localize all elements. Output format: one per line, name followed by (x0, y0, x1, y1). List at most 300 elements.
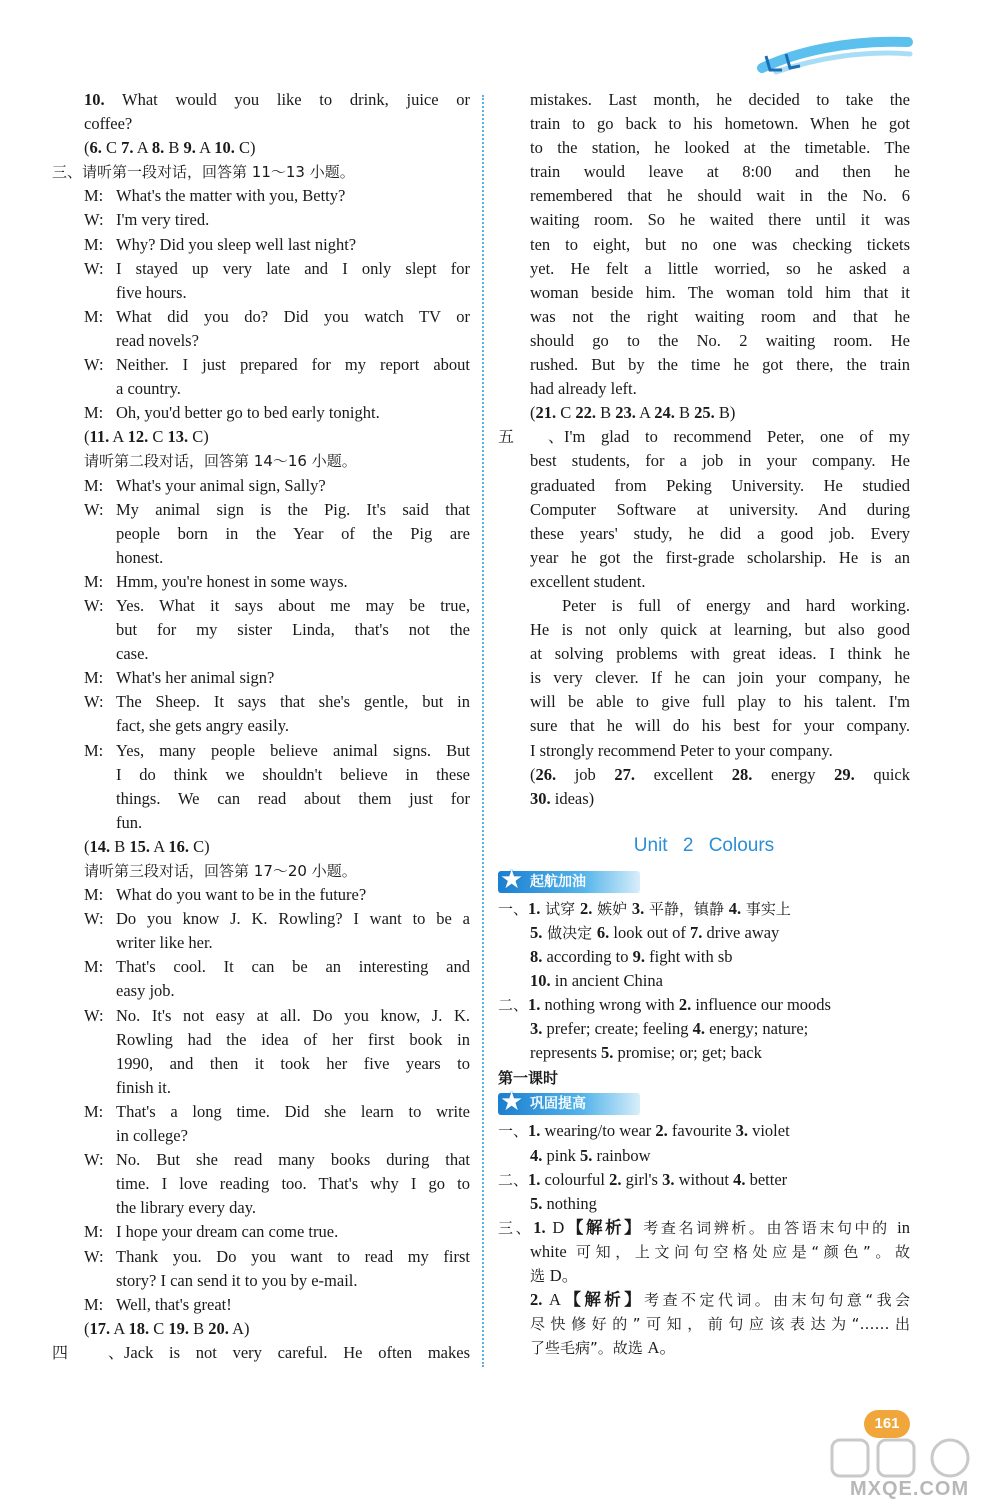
text-line (498, 1017, 910, 1041)
text-segment: pink (542, 1145, 580, 1165)
text-segment: Rowling had the idea of her first book in (116, 1029, 470, 1049)
text-segment: A (133, 138, 152, 158)
item-number: 10. (214, 138, 235, 158)
text-segment: I strongly recommend Peter to your company. (530, 740, 833, 760)
header-decoration-icon (756, 32, 916, 76)
speaker-label: M: (84, 186, 104, 206)
text-line (52, 763, 470, 787)
speaker-label: W: (84, 499, 104, 519)
text-line (52, 955, 470, 979)
text-segment: C (149, 1318, 169, 1338)
text-line (498, 945, 910, 969)
text-segment: violet (747, 1121, 790, 1141)
text-segment: B (596, 403, 616, 423)
text-segment: had already left. (530, 379, 637, 399)
text-line (52, 546, 470, 570)
item-number: 25. (694, 403, 715, 423)
text-segment: Oh, you'd better go to bed early tonight. (116, 403, 380, 423)
text-segment: train to go back to his hometown. When he got (530, 114, 910, 134)
text-line (498, 666, 910, 690)
item-number: 9. (632, 947, 646, 966)
text-segment: No. But she read many books during that (116, 1150, 470, 1170)
item-number: 13. (167, 427, 189, 447)
watermark-logo (822, 1434, 992, 1502)
text-segment: is very clever. If he can join your company, he (530, 668, 910, 688)
text-segment: mistakes. Last month, he decided to take the (530, 90, 910, 109)
text-segment: I do think we shouldn't believe in these (116, 764, 470, 784)
speaker-label: M: (84, 668, 104, 688)
speaker-label: W: (84, 1246, 104, 1266)
text-line (52, 883, 470, 907)
text-line (52, 570, 470, 594)
item-number: 4. (530, 1145, 543, 1165)
item-number: 19. (168, 1318, 189, 1338)
text-segment: the library every day. (116, 1198, 257, 1218)
text-segment: Well, that's great! (116, 1294, 232, 1314)
text-segment: A (542, 1290, 561, 1310)
text-line (498, 88, 910, 112)
banner-label: 巩固提高 (530, 1096, 586, 1113)
speaker-label: W: (84, 692, 104, 712)
text-segment: read novels? (116, 330, 199, 350)
text-segment: prefer; create; feeling (542, 1019, 693, 1039)
text-line (498, 897, 910, 921)
text-line (52, 449, 470, 473)
item-number: 3. (631, 898, 645, 918)
text-segment: C (101, 138, 122, 158)
text-segment: wearing/to wear (540, 1121, 656, 1141)
text-line (498, 1312, 910, 1336)
text-segment: ten to eight, but no one was checking tickets (530, 234, 910, 254)
text-segment: 嫉妒 (592, 899, 632, 918)
text-segment: fun. (116, 812, 143, 832)
banner-label: 起航加油 (530, 873, 586, 890)
text-segment: I stayed up very late and I only slept for (116, 258, 470, 278)
text-segment: at solving problems with great ideas. I think he (530, 644, 910, 664)
text-line (52, 1196, 470, 1220)
text-line (52, 1076, 470, 1100)
text-line (498, 449, 910, 473)
speaker-label: W: (84, 909, 104, 929)
item-number: 2. (609, 1169, 622, 1189)
text-line (498, 1192, 910, 1216)
text-segment: That's a long time. Did she learn to write (116, 1101, 470, 1121)
item-number: 23. (615, 403, 636, 423)
text-segment: represents (530, 1043, 602, 1063)
speaker-label: M: (84, 1101, 104, 1121)
text-segment: waiting room. So he waited there until it was (530, 210, 910, 230)
text-line (52, 811, 470, 835)
speaker-label: M: (84, 957, 104, 977)
text-segment: things. We can read about them just for (116, 788, 470, 808)
text-segment: No. It's not easy at all. Do you know, J. K. (116, 1005, 470, 1025)
text-line (498, 787, 910, 811)
item-number: 5. (579, 1145, 593, 1165)
item-number: 1. (528, 1121, 541, 1141)
text-line (498, 401, 910, 425)
text-segment: My animal sign is the Pig. It's said that (116, 499, 470, 519)
text-line (52, 594, 470, 618)
text-line (498, 1144, 910, 1168)
text-segment: easy job. (116, 981, 175, 1001)
item-number: 24. (654, 403, 675, 423)
text-line (52, 1220, 470, 1244)
text-segment: quick (854, 764, 910, 784)
text-line (52, 618, 470, 642)
text-segment: I'm glad to recommend Peter, one of my (564, 427, 910, 447)
text-line (52, 979, 470, 1003)
item-number: 4. (692, 1019, 705, 1039)
text-segment: What did you do? Did you watch TV or (116, 306, 470, 326)
text-line (498, 690, 910, 714)
right-passage (498, 88, 910, 811)
text-segment: promise; or; get; back (613, 1043, 762, 1063)
item-number: 2. (678, 995, 692, 1015)
text-segment: 请听第二段对话，回答第 14～16 小题。 (84, 452, 357, 471)
item-number: 10. (530, 971, 551, 991)
text-segment: 做决定 (542, 923, 597, 942)
item-number: 30. (530, 788, 551, 808)
text-segment: but for my sister Linda, that's not the (116, 620, 470, 640)
text-line (498, 993, 910, 1017)
item-number: 29. (834, 764, 855, 784)
text-segment: What's your animal sign, Sally? (116, 475, 326, 495)
text-line (52, 1293, 470, 1317)
text-line (498, 1119, 910, 1143)
text-line (52, 666, 470, 690)
text-segment: He is not only quick at learning, but also good (530, 620, 910, 640)
item-number: 【解析】 (564, 1217, 644, 1237)
text-segment: Jack is not very careful. He often makes (124, 1342, 470, 1362)
text-segment: Neither. I just prepared for my report about (116, 355, 470, 375)
text-segment: drive away (702, 922, 780, 942)
text-segment: ( (84, 427, 90, 447)
text-line (52, 474, 470, 498)
item-number: 1. (528, 898, 541, 918)
text-line (52, 1317, 470, 1341)
item-number: 14. (89, 836, 111, 856)
unit-title: Unit 2 Colours (633, 834, 775, 856)
text-line (498, 570, 910, 594)
text-segment: white (530, 1241, 567, 1261)
text-segment: ideas) (550, 788, 595, 808)
text-line (498, 594, 910, 618)
text-line (52, 305, 470, 329)
text-segment: excellent student. (530, 571, 646, 591)
text-segment: The Sheep. It says that she's gentle, but in (116, 692, 470, 712)
text-segment: What would you like to drink, juice or (104, 90, 470, 109)
banner-qihang (498, 864, 640, 895)
item-number: 18. (128, 1318, 150, 1338)
text-line (52, 1341, 470, 1365)
text-segment: C) (189, 836, 210, 856)
star-icon: ★ (500, 1087, 524, 1118)
text-line (52, 1100, 470, 1124)
item-number: 5. (530, 922, 543, 942)
text-segment: A (110, 1318, 129, 1338)
speaker-label: M: (84, 571, 104, 591)
text-line (52, 425, 470, 449)
text-segment: A (195, 138, 215, 158)
text-line (52, 522, 470, 546)
text-line (52, 1004, 470, 1028)
speaker-label: W: (84, 210, 104, 230)
text-segment: colourful (540, 1169, 610, 1189)
text-segment: 了些毛病”。故选 (530, 1339, 648, 1358)
text-line (498, 546, 910, 570)
speaker-label: M: (84, 306, 104, 326)
text-segment: influence our moods (691, 995, 831, 1015)
text-line (498, 618, 910, 642)
text-segment: was not the right waiting room and that he (530, 306, 910, 326)
item-number: 3. (735, 1121, 748, 1141)
text-line (52, 281, 470, 305)
text-segment: Yes, many people believe animal signs. But (116, 740, 470, 760)
text-segment: five hours. (116, 282, 187, 302)
text-line (52, 498, 470, 522)
item-number: 12. (127, 427, 149, 447)
text-segment: 二、 (498, 996, 529, 1015)
text-line (52, 835, 470, 859)
text-segment: A。 (647, 1338, 676, 1358)
text-line (498, 329, 910, 353)
text-segment: graduated from Peking University. He studied (530, 475, 910, 495)
item-number: 8. (151, 138, 165, 158)
watermark-graphic-icon (822, 1434, 992, 1484)
text-line (52, 136, 470, 160)
text-segment: 请听第三段对话，回答第 17～20 小题。 (84, 862, 357, 880)
text-line (498, 714, 910, 738)
text-segment: finish it. (116, 1077, 172, 1097)
text-segment: to the station, he looked at the timetable. The (530, 138, 910, 158)
item-number: 21. (535, 403, 557, 423)
text-segment: energy (752, 764, 835, 784)
text-segment: C) (234, 138, 256, 158)
text-line (52, 1148, 470, 1172)
text-segment: girl's (621, 1169, 663, 1189)
text-segment: nothing (542, 1193, 597, 1213)
text-line (498, 1288, 910, 1312)
text-segment: ( (530, 403, 536, 423)
text-line (498, 1336, 910, 1360)
text-line (498, 281, 910, 305)
item-number: 22. (575, 403, 597, 423)
speaker-label: M: (84, 475, 104, 495)
text-segment: in ancient China (550, 971, 663, 991)
item-number: 27. (614, 764, 636, 784)
text-segment: woman beside him. The woman told him that it (530, 282, 910, 302)
item-number: 8. (530, 947, 543, 966)
text-segment: people born in the Year of the Pig are (116, 523, 470, 543)
text-line (52, 353, 470, 377)
item-number: 5. (601, 1043, 614, 1063)
text-segment: B (674, 403, 695, 423)
text-segment: energy; nature; (704, 1019, 809, 1039)
item-number: 20. (208, 1318, 229, 1338)
text-segment: without (674, 1169, 734, 1189)
text-line (498, 233, 910, 257)
text-segment: Thank you. Do you want to read my first (116, 1246, 470, 1266)
text-line (52, 1124, 470, 1148)
text-line (52, 184, 470, 208)
text-segment: yet. He felt a little worried, so he asked a (530, 258, 910, 278)
text-line (52, 1245, 470, 1269)
text-line (52, 1052, 470, 1076)
star-icon: ★ (500, 864, 524, 895)
text-segment: Do you know J. K. Rowling? I want to be a (116, 909, 470, 929)
text-line (498, 969, 910, 993)
text-segment: Why? Did you sleep well last night? (116, 234, 357, 254)
speaker-label: W: (84, 258, 104, 278)
text-segment: B) (714, 403, 736, 423)
text-line (498, 1264, 910, 1288)
item-number: 【解析】 (560, 1290, 645, 1310)
text-segment: Yes. What it says about me may be true, (116, 595, 470, 615)
text-segment: fact, she gets angry easily. (116, 716, 290, 736)
text-segment: ( (84, 1318, 90, 1338)
text-segment: in (897, 1217, 910, 1237)
speaker-label: M: (84, 1294, 104, 1314)
text-segment: ( (84, 836, 90, 856)
text-segment: D (545, 1217, 565, 1237)
text-segment: according to (542, 947, 633, 966)
text-line (52, 714, 470, 738)
text-segment: best students, for a job in your company. He (530, 451, 910, 471)
item-number: 2. (655, 1121, 668, 1141)
text-line (498, 522, 910, 546)
text-segment: That's cool. It can be an interesting and (116, 957, 470, 977)
text-line (498, 257, 910, 281)
text-segment: will be able to give full play to his talent. I'm (530, 692, 910, 712)
text-line (498, 184, 910, 208)
text-segment: excellent (635, 764, 732, 784)
text-line (52, 257, 470, 281)
text-segment: A) (228, 1318, 250, 1338)
text-segment: I'm very tired. (116, 210, 210, 230)
text-line (52, 1172, 470, 1196)
item-number: 16. (168, 836, 189, 856)
text-segment: story? I can send it to you by e-mail. (116, 1270, 358, 1290)
text-line (498, 425, 910, 449)
text-line (52, 739, 470, 763)
text-segment: a country. (116, 379, 181, 399)
text-segment: Hmm, you're honest in some ways. (116, 571, 348, 591)
text-line (52, 401, 470, 425)
text-segment: C (148, 427, 168, 447)
text-line (498, 498, 910, 522)
text-segment: time. I love reading too. That's why I go to (116, 1174, 470, 1194)
text-line (52, 787, 470, 811)
speaker-label: M: (84, 234, 104, 254)
text-line (498, 763, 910, 787)
text-line (52, 907, 470, 931)
text-segment: B (164, 138, 184, 158)
item-number: 7. (121, 138, 134, 158)
section-qihang (498, 897, 910, 1066)
speaker-label: M: (84, 885, 104, 905)
text-line (498, 1216, 910, 1240)
column-divider (482, 95, 484, 1367)
text-line (498, 474, 910, 498)
text-segment: 考查名词辨析。由答语末句中的 (643, 1218, 898, 1237)
item-number: 3. (662, 1169, 675, 1189)
text-segment: What's her animal sign? (116, 668, 275, 688)
text-line (52, 690, 470, 714)
banner-gonggu (498, 1087, 640, 1118)
text-segment: 试穿 (540, 899, 580, 918)
text-segment: 二、 (498, 1170, 529, 1189)
text-segment: What's the matter with you, Betty? (116, 186, 346, 206)
text-segment: 尽快修好的”可知，前句应该表达为“……出 (530, 1315, 910, 1334)
item-number: 11. (89, 427, 110, 447)
section-gonggu (498, 1119, 910, 1360)
text-segment: D。 (549, 1266, 579, 1286)
lesson-title: 第一课时 (498, 1069, 559, 1088)
text-line (498, 353, 910, 377)
text-line (498, 739, 910, 763)
text-line (52, 208, 470, 232)
text-line (52, 329, 470, 353)
section-label: 四、 (52, 1342, 124, 1362)
speaker-label: M: (84, 403, 104, 423)
text-line (52, 112, 470, 136)
text-segment: these years' study, he did a good job. Every (530, 523, 910, 543)
text-segment: 1990, and then it took her five years to (116, 1053, 470, 1073)
text-segment: in college? (116, 1126, 188, 1146)
text-segment: remembered that he should wait in the No. 6 (530, 186, 910, 206)
text-line (52, 377, 470, 401)
item-number: 1. (528, 1169, 541, 1189)
watermark-text: MXQE.COM (850, 1478, 970, 1500)
text-segment: Computer Software at university. And during (530, 499, 910, 519)
text-segment: B (189, 1318, 209, 1338)
item-number: 15. (129, 836, 151, 856)
text-segment: job (556, 764, 615, 784)
text-line (52, 160, 470, 184)
text-segment: 选 (530, 1267, 550, 1286)
item-number: 2. (530, 1290, 543, 1310)
text-segment: What do you want to be in the future? (116, 885, 367, 905)
text-line (498, 1041, 910, 1065)
text-line (498, 1240, 910, 1264)
item-number: 6. (89, 138, 102, 158)
text-segment: A (635, 403, 655, 423)
text-segment: 平静，镇静 (644, 899, 729, 918)
text-segment: train would leave at 8:00 and then he (530, 162, 910, 182)
text-segment: case. (116, 644, 149, 664)
text-segment: better (745, 1169, 788, 1189)
text-segment: favourite (667, 1121, 736, 1141)
text-segment: rushed. But by the time he got there, the train (530, 355, 910, 375)
text-segment: sure that he will do his best for your company. (530, 716, 910, 736)
text-line (498, 136, 910, 160)
text-segment: 三、请听第一段对话，回答第 11～13 小题。 (52, 163, 355, 182)
text-segment: writer like her. (116, 933, 213, 953)
speaker-label: W: (84, 1150, 104, 1170)
text-segment: 考查不定代词。由末句句意“我会 (644, 1291, 911, 1310)
item-number: 17. (89, 1318, 111, 1338)
text-line (498, 377, 910, 401)
text-segment: ( (530, 764, 536, 784)
item-number: 2. (579, 898, 593, 918)
text-line (498, 160, 910, 184)
text-segment: ( (84, 138, 90, 158)
right-column (498, 88, 910, 1360)
text-line (498, 112, 910, 136)
text-line (498, 305, 910, 329)
text-segment: 事实上 (741, 899, 791, 918)
text-line (498, 642, 910, 666)
